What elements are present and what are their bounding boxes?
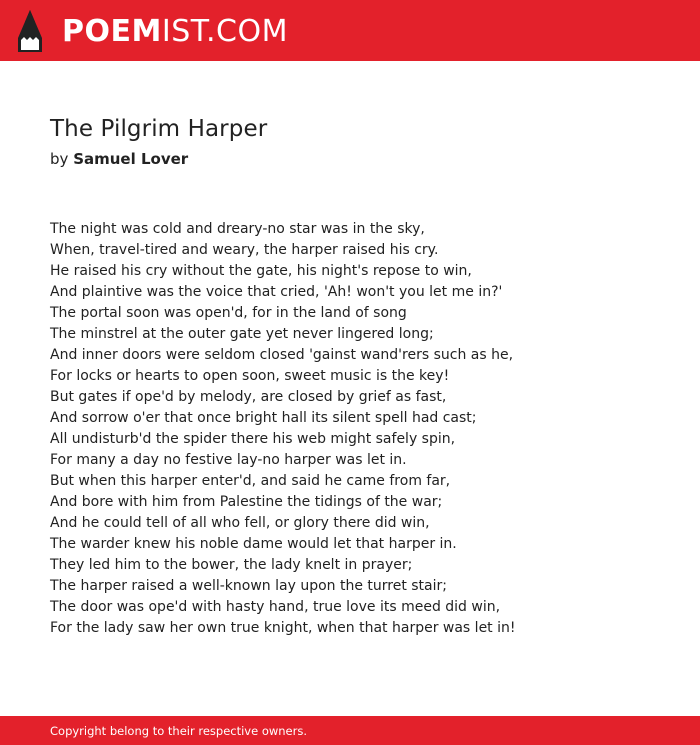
poem-line: And he could tell of all who fell, or glory there did win, xyxy=(50,515,430,531)
poem-line: All undisturb'd the spider there his web might safely spin, xyxy=(50,431,456,447)
poem-line: But gates if ope'd by melody, are closed by grief as fast, xyxy=(50,389,447,405)
poem-line: For the lady saw her own true knight, when that harper was let in! xyxy=(50,620,516,636)
poem-line: The warder knew his noble dame would let that harper in. xyxy=(50,536,457,552)
poem-line: And sorrow o'er that once bright hall its silent spell had cast; xyxy=(50,410,477,426)
poem-author: Samuel Lover xyxy=(73,150,189,168)
poem-line: The minstrel at the outer gate yet never lingered long; xyxy=(50,326,434,342)
poem-line: The portal soon was open'd, for in the land of song xyxy=(50,305,407,321)
poem-line: For many a day no festive lay-no harper was let in. xyxy=(50,452,407,468)
site-logo-link[interactable] xyxy=(62,12,288,50)
poem-line: The harper raised a well-known lay upon the turret stair; xyxy=(50,578,447,594)
poem-line: When, travel-tired and weary, the harper raised his cry. xyxy=(50,242,439,258)
poem-body xyxy=(50,219,670,639)
pencil-tip-icon[interactable] xyxy=(18,10,42,52)
poem-line: But when this harper enter'd, and said he came from far, xyxy=(50,473,451,489)
logo-text-bold: POEM xyxy=(62,13,162,49)
poem-line: And plaintive was the voice that cried, 'Ah! won't you let me in?' xyxy=(50,284,503,300)
poem-line: And bore with him from Palestine the tidings of the war; xyxy=(50,494,443,510)
poem-byline xyxy=(50,150,188,168)
poem-title: The Pilgrim Harper xyxy=(50,116,268,142)
poem-line: For locks or hearts to open soon, sweet music is the key! xyxy=(50,368,450,384)
poem-line: And inner doors were seldom closed 'gainst wand'rers such as he, xyxy=(50,347,514,363)
poem-line: They led him to the bower, the lady knelt in prayer; xyxy=(50,557,413,573)
by-label: by xyxy=(50,150,69,168)
site-footer xyxy=(0,716,700,745)
copyright-notice: Copyright belong to their respective owners. xyxy=(50,724,308,738)
site-header xyxy=(0,0,700,61)
logo-text-light: IST.COM xyxy=(161,13,288,49)
poem-line: The door was ope'd with hasty hand, true love its meed did win, xyxy=(50,599,501,615)
poem-line: He raised his cry without the gate, his night's repose to win, xyxy=(50,263,472,279)
poem-line: The night was cold and dreary-no star was in the sky, xyxy=(50,221,425,237)
